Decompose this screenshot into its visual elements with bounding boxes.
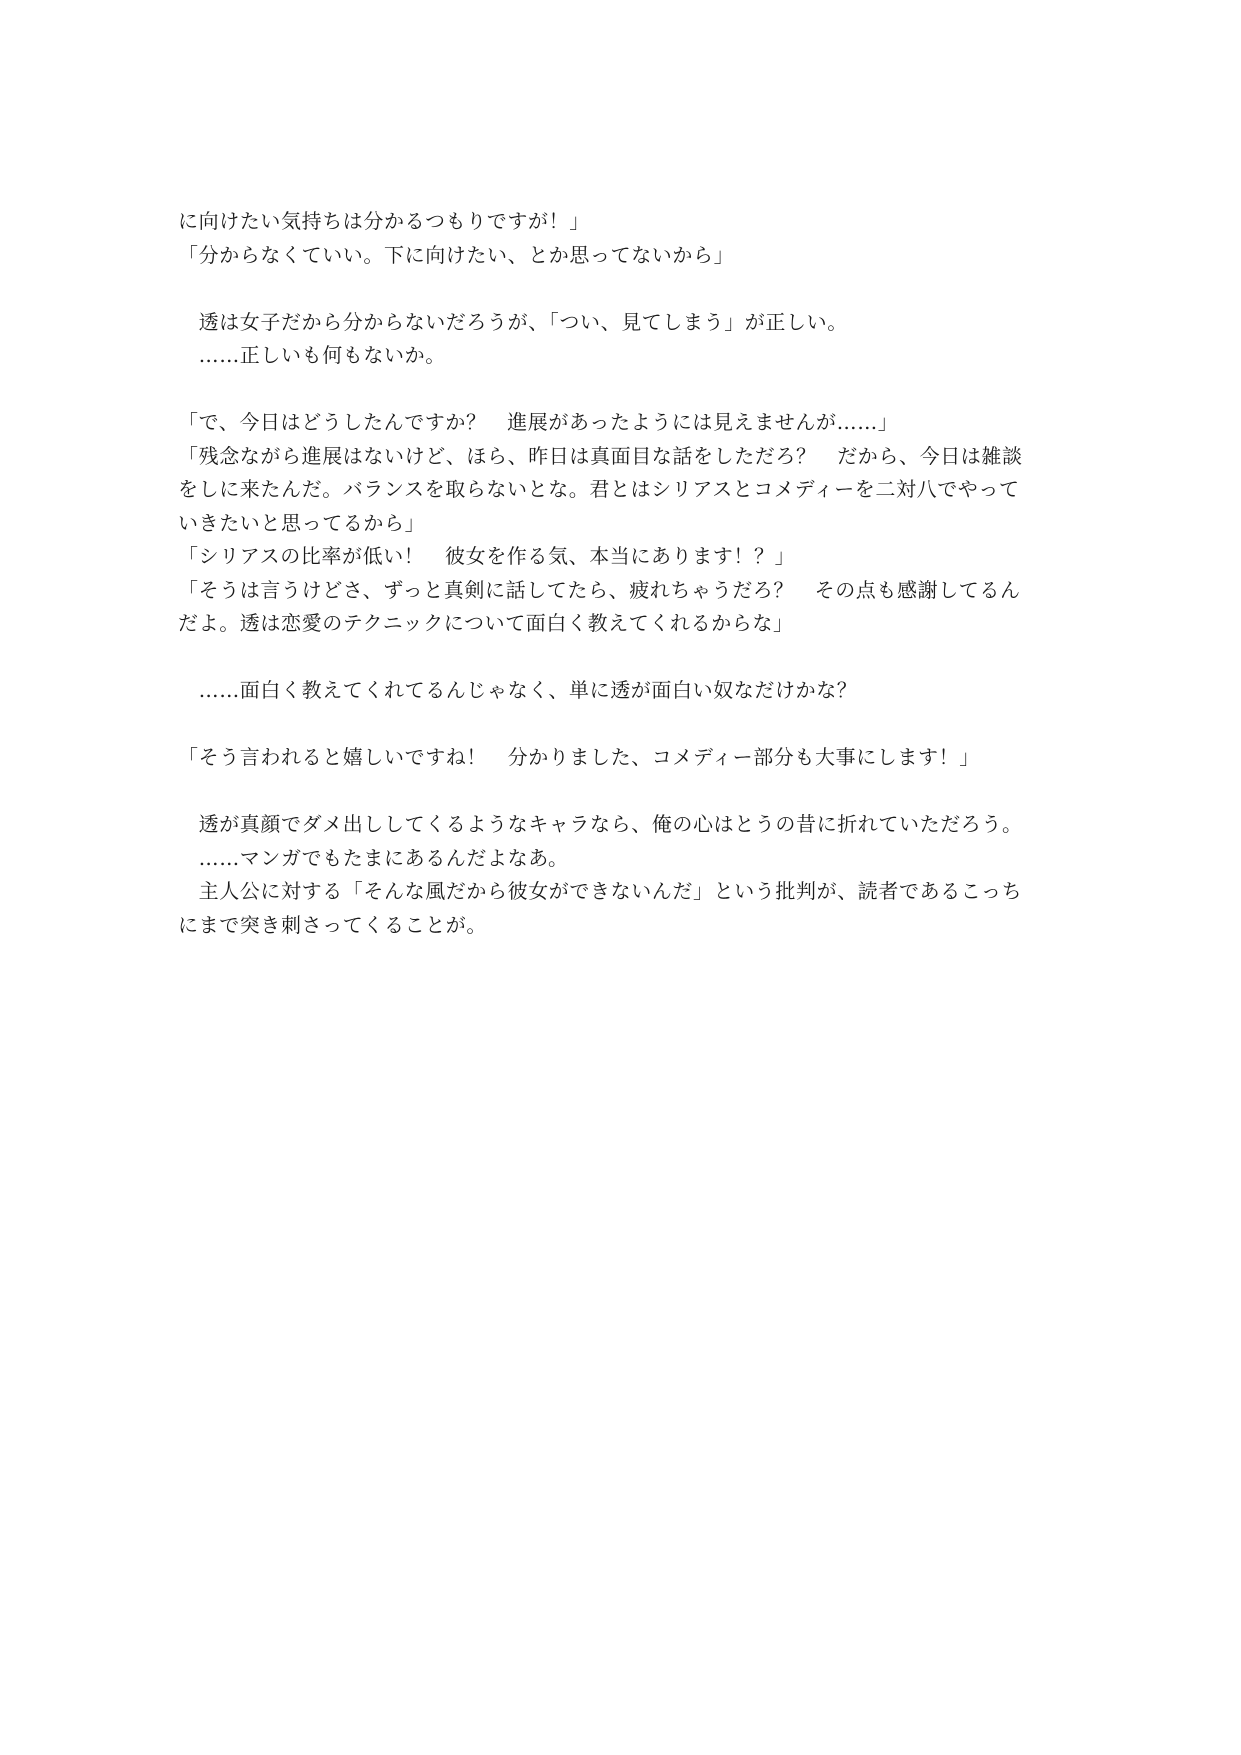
text-line: 「そうは言うけどさ、ずっと真剣に話してたら、疲れちゃうだろ？ その点も感謝してるん — [178, 577, 1021, 602]
blank-line — [178, 708, 1078, 742]
blank-line — [178, 373, 1078, 407]
blank-line — [178, 641, 1078, 675]
text-line: 透は女子だから分からないだろうが、「つい、見てしまう」が正しい。 — [178, 309, 848, 334]
text-line: 「で、今日はどうしたんですか？ 進展があったようには見えませんが……」 — [178, 410, 899, 434]
text-line: ……正しいも何もないか。 — [178, 343, 446, 367]
text-line: 「そう言われると嬉しいですね！ 分かりました、コメディー部分も大事にします！」 — [178, 745, 980, 769]
text-line: にまで突き刺さってくることが。 — [178, 912, 487, 937]
text-line: だよ。透は恋愛のテクニックについて面白く教えてくれるからな」 — [178, 611, 794, 635]
text-line: ……マンガでもたまにあるんだよなあ。 — [178, 845, 569, 870]
text-line: 主人公に対する「そんな風だから彼女ができないんだ」という批判が、読者であるこっち — [178, 879, 1023, 903]
text-line: ……面白く教えてくれてるんじゃなく、単に透が面白い奴なだけかな？ — [178, 678, 858, 702]
text-line: に向けたい気持ちは分かるつもりですが！」 — [178, 209, 590, 233]
text-line: 透が真顔でダメ出ししてくるようなキャラなら、俺の心はとうの昔に折れていただろう。 — [178, 812, 1023, 836]
text-line: 「残念ながら進展はないけど、ほら、昨日は真面目な話をしただろ？ だから、今日は雑談 — [178, 443, 1023, 468]
text-line: いきたいと思ってるから」 — [178, 510, 426, 535]
text-line: 「シリアスの比率が低い！ 彼女を作る気、本当にあります！？」 — [178, 544, 796, 568]
blank-line — [178, 272, 1078, 306]
body-text — [178, 205, 1078, 942]
text-line: をしに来たんだ。バランスを取らないとな。君とはシリアスとコメディーを二対八でやって — [178, 477, 1020, 501]
blank-line — [178, 775, 1078, 809]
text-line: 「分からなくていい。下に向けたい、とか思ってないから」 — [178, 242, 735, 267]
